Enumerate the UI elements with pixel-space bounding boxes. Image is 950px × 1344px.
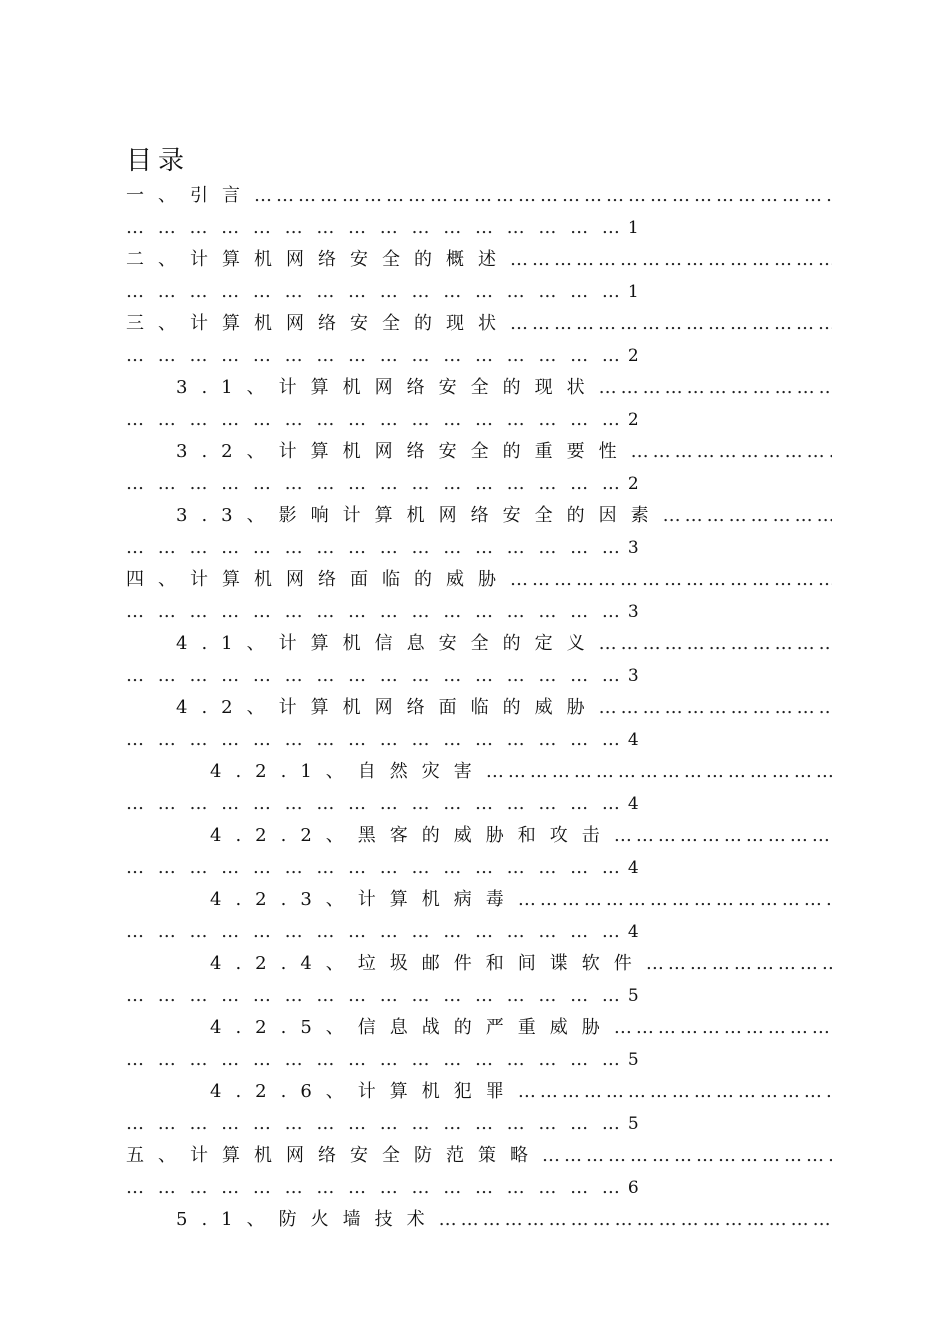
dot-leader: … … … … … … … … … … … … … … … … xyxy=(126,985,624,1006)
toc-title: 目录 xyxy=(126,146,191,176)
toc-entry-continuation xyxy=(126,212,832,244)
toc-entry-line xyxy=(126,1076,832,1108)
dot-leader xyxy=(518,1076,832,1108)
toc-entry-label: 三、计算机网络安全的现状 xyxy=(126,313,510,334)
toc-entry-label: 3.3、影响计算机网络安全的因素 xyxy=(176,505,663,526)
dot-leader: … … … … … … … … … … … … … … … … xyxy=(126,473,624,494)
dot-leader xyxy=(614,820,832,852)
toc-entry-line xyxy=(126,884,832,916)
toc-page-number: 2 xyxy=(627,346,639,366)
toc-entry[interactable] xyxy=(126,1204,832,1268)
dot-leader: … … … … … … … … … … … … … … … … xyxy=(126,1113,624,1134)
dot-leader: … … … … … … … … … … … … … … … … xyxy=(126,537,624,558)
toc-entry-continuation xyxy=(126,596,832,628)
toc-entry-continuation xyxy=(126,1108,832,1140)
toc-entry-continuation xyxy=(126,340,832,372)
toc-page-number: 3 xyxy=(627,538,639,558)
toc-entry[interactable] xyxy=(126,1012,832,1076)
toc-entry-label: 3.1、计算机网络安全的现状 xyxy=(176,377,599,398)
toc-entry[interactable] xyxy=(126,244,832,308)
toc-entry-continuation xyxy=(126,660,832,692)
dot-leader: … … … … … … … … … … … … … … … … xyxy=(126,921,624,942)
dot-leader: … … … … … … … … … … … … … … … … xyxy=(126,281,624,302)
toc-entry-continuation xyxy=(126,468,832,500)
toc-entry[interactable] xyxy=(126,756,832,820)
toc-page-number: 4 xyxy=(627,922,639,942)
dot-leader xyxy=(599,692,832,724)
toc-entry-line xyxy=(126,372,832,404)
dot-leader xyxy=(518,884,832,916)
toc-entry-label: 五、计算机网络安全防范策略 xyxy=(126,1145,542,1166)
toc-entry-line xyxy=(126,1140,832,1172)
toc-entry-label: 4.2.1、自然灾害 xyxy=(210,761,486,782)
dot-leader xyxy=(631,436,832,468)
toc-entry[interactable] xyxy=(126,820,832,884)
toc-entry[interactable] xyxy=(126,884,832,948)
dot-leader xyxy=(510,244,832,276)
toc-page-number: 2 xyxy=(627,410,639,430)
dot-leader xyxy=(439,1204,832,1236)
toc-entry-line xyxy=(126,436,832,468)
toc-page-number: 4 xyxy=(627,730,639,750)
toc-page-number: 6 xyxy=(627,1178,639,1198)
toc-entry-label: 4.2.5、信息战的严重威胁 xyxy=(210,1017,614,1038)
toc-entry[interactable] xyxy=(126,628,832,692)
toc-entry-continuation xyxy=(126,1044,832,1076)
dot-leader xyxy=(614,1012,832,1044)
toc-entry-label: 4.2、计算机网络面临的威胁 xyxy=(176,697,599,718)
dot-leader: … … … … … … … … … … … … … … … … xyxy=(126,857,624,878)
toc-entry[interactable] xyxy=(126,1076,832,1140)
toc-entry-label: 5.1、防火墙技术 xyxy=(176,1209,439,1230)
toc-entry-line xyxy=(126,756,832,788)
toc-entry-continuation xyxy=(126,916,832,948)
toc-entry-line xyxy=(126,1204,832,1236)
toc-page-number: 5 xyxy=(627,1050,639,1070)
toc-entry-line xyxy=(126,308,832,340)
toc-entry[interactable] xyxy=(126,564,832,628)
toc-entry-label: 二、计算机网络安全的概述 xyxy=(126,249,510,270)
dot-leader: … … … … … … … … … … … … … … … … xyxy=(126,1049,624,1070)
dot-leader: … … … … … … … … … … … … … … … … xyxy=(126,601,624,622)
toc-page-number: 5 xyxy=(627,986,639,1006)
toc-entry-line xyxy=(126,1012,832,1044)
toc-entry[interactable] xyxy=(126,372,832,436)
toc-entry-line xyxy=(126,948,832,980)
toc-page-number: 1 xyxy=(627,218,639,238)
dot-leader: … … … … … … … … … … … … … … … … xyxy=(126,409,624,430)
toc-entry[interactable] xyxy=(126,180,832,244)
dot-leader: … … … … … … … … … … … … … … … … xyxy=(126,217,624,238)
toc-entry-line xyxy=(126,180,832,212)
toc-page-number: 3 xyxy=(627,666,639,686)
toc-entry-continuation xyxy=(126,276,832,308)
dot-leader: … … … … … … … … … … … … … … … … xyxy=(126,729,624,750)
toc-entry-continuation xyxy=(126,532,832,564)
dot-leader: … … … … … … … … … … … … … … … … xyxy=(126,665,624,686)
dot-leader xyxy=(646,948,832,980)
table-of-contents xyxy=(126,180,832,1268)
toc-entry-label: 4.2.6、计算机犯罪 xyxy=(210,1081,518,1102)
toc-entry-continuation xyxy=(126,404,832,436)
dot-leader xyxy=(510,308,832,340)
toc-entry[interactable] xyxy=(126,948,832,1012)
toc-entry-label: 四、计算机网络面临的威胁 xyxy=(126,569,510,590)
dot-leader xyxy=(510,564,832,596)
toc-entry-continuation xyxy=(126,788,832,820)
toc-entry-continuation xyxy=(126,852,832,884)
toc-entry-line xyxy=(126,500,832,532)
toc-entry-line xyxy=(126,564,832,596)
dot-leader xyxy=(486,756,832,788)
toc-page-number: 1 xyxy=(627,282,639,302)
dot-leader: … … … … … … … … … … … … … … … … xyxy=(126,345,624,366)
toc-page-number: 4 xyxy=(627,858,639,878)
toc-entry-continuation xyxy=(126,724,832,756)
toc-entry-label: 4.1、计算机信息安全的定义 xyxy=(176,633,599,654)
dot-leader xyxy=(599,628,832,660)
toc-entry-label: 一、引言 xyxy=(126,185,254,206)
dot-leader xyxy=(254,180,832,212)
toc-page-number: 4 xyxy=(627,794,639,814)
toc-entry-continuation xyxy=(126,1172,832,1204)
toc-entry[interactable] xyxy=(126,692,832,756)
toc-page-number: 5 xyxy=(627,1114,639,1134)
toc-entry-line xyxy=(126,628,832,660)
toc-entry[interactable] xyxy=(126,500,832,564)
dot-leader: … … … … … … … … … … … … … … … … xyxy=(126,793,624,814)
dot-leader xyxy=(542,1140,832,1172)
toc-entry-label: 4.2.2、黑客的威胁和攻击 xyxy=(210,825,614,846)
toc-entry-line xyxy=(126,692,832,724)
toc-entry[interactable] xyxy=(126,436,832,500)
dot-leader: … … … … … … … … … … … … … … … … xyxy=(126,1177,624,1198)
dot-leader xyxy=(663,500,832,532)
toc-entry-label: 3.2、计算机网络安全的重要性 xyxy=(176,441,631,462)
toc-entry-continuation xyxy=(126,980,832,1012)
dot-leader xyxy=(599,372,832,404)
toc-page-number: 3 xyxy=(627,602,639,622)
toc-entry-label: 4.2.4、垃圾邮件和间谍软件 xyxy=(210,953,646,974)
toc-page-number: 2 xyxy=(627,474,639,494)
toc-entry-line xyxy=(126,244,832,276)
toc-entry[interactable] xyxy=(126,1140,832,1204)
toc-entry-label: 4.2.3、计算机病毒 xyxy=(210,889,518,910)
toc-entry[interactable] xyxy=(126,308,832,372)
toc-entry-line xyxy=(126,820,832,852)
